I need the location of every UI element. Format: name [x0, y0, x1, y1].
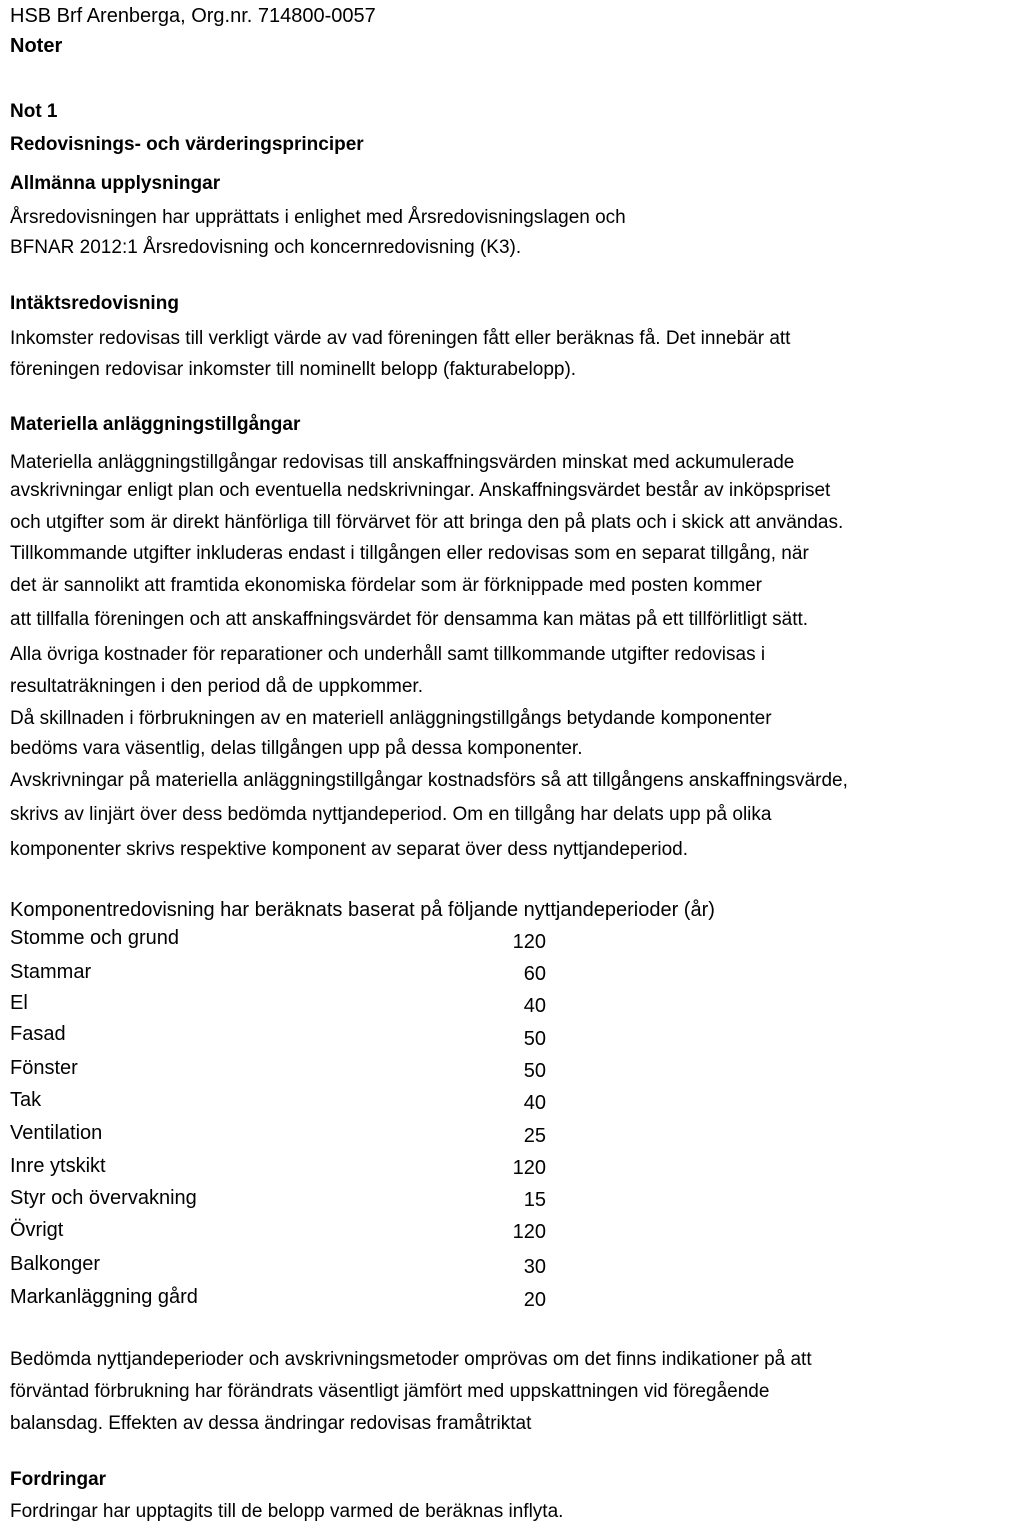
income-line: föreningen redovisar inkomster till nominellt belopp (fakturabelopp). — [10, 359, 577, 380]
component-years: 40 — [523, 995, 546, 1017]
assets-line: bedöms vara väsentlig, delas tillgången upp på dessa komponenter. — [10, 738, 583, 759]
component-name: Styr och övervakning — [10, 1187, 197, 1209]
component-years: 120 — [512, 931, 546, 953]
component-years: 50 — [523, 1060, 546, 1082]
component-years: 30 — [523, 1256, 546, 1278]
component-name: Övrigt — [10, 1219, 64, 1241]
general-heading: Allmänna upplysningar — [10, 173, 221, 194]
component-years: 20 — [523, 1289, 546, 1311]
assets-line: och utgifter som är direkt hänförliga till förvärvet för att bringa den på plats och i skick att användas. — [10, 512, 844, 533]
assets-line: resultaträkningen i den period då de uppkommer. — [10, 676, 423, 697]
assets-line: Avskrivningar på materiella anläggningstillgångar kostnadsförs så att tillgångens anskaffningsvärde, — [10, 770, 848, 791]
component-years: 25 — [523, 1125, 546, 1147]
component-name: Ventilation — [10, 1122, 103, 1144]
component-name: Stomme och grund — [10, 927, 179, 949]
review-line: balansdag. Effekten av dessa ändringar redovisas framåtriktat — [10, 1413, 532, 1434]
component-years: 120 — [512, 1221, 546, 1243]
review-line: förväntad förbrukning har förändrats väsentligt jämfört med uppskattningen vid föregående — [10, 1381, 770, 1402]
component-name: Fönster — [10, 1057, 78, 1079]
review-line: Bedömda nyttjandeperioder och avskrivningsmetoder omprövas om det finns indikationer på att — [10, 1349, 812, 1370]
general-line: Årsredovisningen har upprättats i enlighet med Årsredovisningslagen och — [10, 207, 626, 228]
income-heading: Intäktsredovisning — [10, 293, 179, 314]
component-years: 15 — [523, 1189, 546, 1211]
assets-line: det är sannolikt att framtida ekonomiska fördelar som är förknippade med posten kommer — [10, 575, 762, 596]
note-label: Not 1 — [10, 101, 58, 122]
section-title: Noter — [10, 35, 63, 57]
components-intro: Komponentredovisning har beräknats baserat på följande nyttjandeperioder (år) — [10, 899, 715, 921]
component-name: Balkonger — [10, 1253, 101, 1275]
assets-line: Alla övriga kostnader för reparationer och underhåll samt tillkommande utgifter redovisas i — [10, 644, 766, 665]
assets-line: Tillkommande utgifter inkluderas endast i tillgången eller redovisas som en separat tillgång, när — [10, 543, 809, 564]
component-years: 50 — [523, 1028, 546, 1050]
component-name: Markanläggning gård — [10, 1286, 198, 1308]
component-years: 120 — [512, 1157, 546, 1179]
receivables-text: Fordringar har upptagits till de belopp varmed de beräknas inflyta. — [10, 1501, 564, 1522]
component-name: Inre ytskikt — [10, 1155, 106, 1177]
assets-line: Materiella anläggningstillgångar redovisas till anskaffningsvärden minskat med ackumulerade — [10, 452, 795, 473]
income-line: Inkomster redovisas till verkligt värde av vad föreningen fått eller beräknas få. Det innebär att — [10, 328, 791, 349]
component-years: 40 — [523, 1092, 546, 1114]
component-name: Stammar — [10, 961, 92, 983]
component-years: 60 — [523, 963, 546, 985]
component-name: Fasad — [10, 1023, 66, 1045]
component-name: Tak — [10, 1089, 42, 1111]
org-header: HSB Brf Arenberga, Org.nr. 714800-0057 — [10, 5, 376, 27]
assets-line: komponenter skrivs respektive komponent av separat över dess nyttjandeperiod. — [10, 839, 689, 860]
general-line: BFNAR 2012:1 Årsredovisning och koncernredovisning (K3). — [10, 237, 522, 258]
assets-line: Då skillnaden i förbrukningen av en materiell anläggningstillgångs betydande komponenter — [10, 708, 772, 729]
component-name: El — [10, 992, 28, 1014]
assets-line: skrivs av linjärt över dess bedömda nyttjandeperiod. Om en tillgång har delats upp på olika — [10, 804, 772, 825]
receivables-heading: Fordringar — [10, 1469, 107, 1490]
assets-line: att tillfalla föreningen och att anskaffningsvärdet för densamma kan mätas på ett tillförlitligt sätt. — [10, 609, 809, 630]
note-title: Redovisnings- och värderingsprinciper — [10, 134, 364, 155]
assets-line: avskrivningar enligt plan och eventuella nedskrivningar. Anskaffningsvärdet består av inköpspriset — [10, 480, 831, 501]
assets-heading: Materiella anläggningstillgångar — [10, 414, 301, 435]
